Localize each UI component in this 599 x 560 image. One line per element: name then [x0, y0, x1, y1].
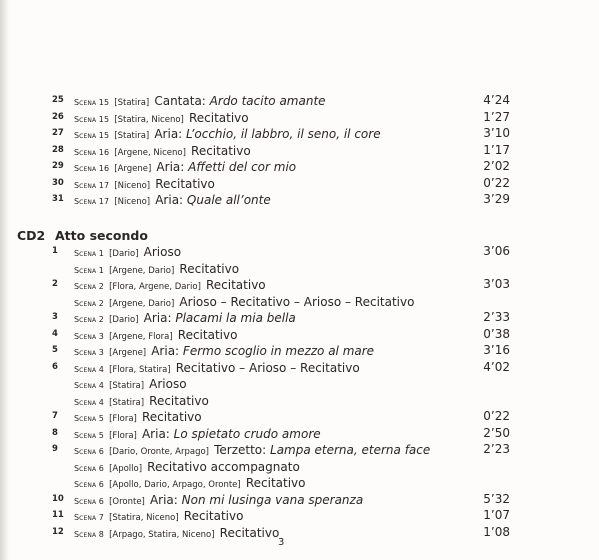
track-duration: 0’38	[483, 326, 510, 341]
roles-label: [Dario, Oronte, Arpago]	[109, 447, 209, 457]
roles-label: [Apollo, Dario, Arpago, Oronte]	[109, 480, 241, 490]
track-number: 6	[52, 361, 58, 372]
piece-form: Recitativo	[155, 176, 215, 191]
scena-label: Scena 5	[74, 414, 104, 423]
piece-form: Aria:	[154, 127, 183, 141]
roles-label: [Flora, Statira]	[109, 364, 171, 375]
roles-label: [Oronte]	[109, 496, 145, 507]
piece-title: Lampa eterna, eterna face	[270, 443, 431, 457]
scena-label: Scena 2	[74, 298, 104, 308]
roles-label: [Statira]	[109, 381, 145, 391]
piece-title: Ardo tacito amante	[209, 94, 326, 108]
track-duration: 4’24	[483, 93, 510, 107]
scena-label: Scena 15	[74, 114, 110, 124]
piece-form: Recitativo	[177, 327, 238, 342]
cd2-label: CD2	[17, 228, 46, 243]
piece-form: Recitativo	[188, 110, 249, 125]
track-number: 3	[52, 312, 58, 322]
roles-label: [Flora]	[109, 430, 137, 441]
roles-label: [Niceno]	[114, 197, 151, 207]
roles-label: [Dario]	[109, 249, 139, 259]
roles-label: [Flora, Argene, Dario]	[109, 282, 201, 292]
track-duration: 3’10	[483, 126, 510, 140]
piece-form: Recitativo	[141, 410, 202, 424]
track-duration: 2’02	[483, 159, 510, 173]
track-number: 10	[52, 493, 64, 504]
scena-label: Scena 17	[74, 197, 110, 206]
track-row	[0, 158, 599, 175]
piece-form: Aria:	[141, 426, 170, 441]
roles-label: [Statira, Niceno]	[109, 513, 179, 523]
piece-form: Aria:	[155, 193, 184, 207]
track-duration: 1’17	[483, 142, 510, 157]
cd2-track-list	[0, 243, 599, 540]
roles-label: [Argene, Dario]	[109, 265, 175, 276]
piece-form: Recitativo	[205, 278, 266, 292]
track-duration: 1’07	[483, 508, 510, 522]
track-row	[0, 260, 599, 277]
track-row	[0, 109, 599, 126]
track-row	[0, 408, 599, 425]
scena-label: Scena 4	[74, 381, 104, 390]
track-number: 4	[52, 328, 58, 339]
track-row	[0, 92, 599, 109]
scena-label: Scena 3	[74, 348, 104, 357]
track-row	[0, 524, 599, 541]
track-duration: 3’06	[483, 244, 510, 258]
track-duration: 4’02	[483, 359, 510, 374]
scena-label: Scena 16	[74, 164, 110, 173]
piece-form: Arioso	[149, 377, 187, 391]
roles-label: [Flora]	[109, 414, 137, 424]
scena-label: Scena 6	[74, 496, 104, 506]
piece-form: Recitativo	[191, 143, 251, 158]
track-number: 1	[52, 246, 58, 256]
track-number: 26	[52, 111, 64, 122]
track-number: 8	[52, 427, 58, 438]
piece-title: Fermo scoglio in mezzo al mare	[182, 344, 375, 358]
scena-label: Scena 6	[74, 480, 104, 489]
track-number: 27	[52, 128, 64, 138]
track-number: 28	[52, 144, 64, 155]
scena-label: Scena 16	[74, 147, 110, 157]
track-number: 2	[52, 279, 58, 289]
track-row	[0, 142, 599, 159]
act-title: Atto secondo	[55, 228, 148, 243]
scena-label: Scena 2	[74, 315, 104, 324]
track-number: 11	[52, 510, 64, 520]
scena-label: Scena 15	[74, 131, 110, 140]
track-entry	[74, 191, 271, 210]
track-duration: 2’33	[483, 310, 510, 324]
track-row	[0, 474, 599, 491]
roles-label: [Niceno]	[114, 180, 151, 191]
track-row	[0, 191, 599, 208]
track-duration: 5’32	[483, 491, 510, 506]
track-row	[0, 375, 599, 392]
track-duration: 1’08	[483, 524, 510, 539]
track-row	[0, 276, 599, 293]
track-row	[0, 458, 599, 475]
track-row	[0, 293, 599, 310]
roles-label: [Argene, Flora]	[109, 331, 173, 342]
track-row	[0, 441, 599, 458]
piece-form: Aria:	[156, 160, 185, 174]
track-row	[0, 342, 599, 359]
scena-label: Scena 3	[74, 331, 104, 341]
roles-label: [Arpago, Statira, Niceno]	[109, 529, 215, 540]
piece-form: Arioso	[143, 245, 182, 259]
roles-label: [Argene]	[109, 348, 147, 358]
track-entry	[74, 524, 279, 543]
track-duration: 2’50	[483, 425, 510, 440]
track-number: 5	[52, 345, 58, 355]
track-number: 29	[52, 161, 64, 171]
scena-label: Scena 5	[74, 430, 104, 440]
track-duration: 0’22	[483, 175, 510, 190]
page-number: 3	[278, 537, 285, 548]
scena-label: Scena 6	[74, 447, 104, 456]
track-number: 7	[52, 411, 58, 421]
roles-label: [Argene]	[114, 164, 152, 174]
track-duration: 2’23	[483, 442, 510, 456]
piece-title: Placami la mia bella	[175, 311, 296, 325]
piece-form: Recitativo accompagnato	[147, 459, 300, 474]
piece-title: L’occhio, il labbro, il seno, il core	[186, 127, 381, 141]
piece-form: Recitativo	[219, 525, 280, 540]
piece-form: Recitativo	[183, 509, 244, 523]
piece-title: Affetti del cor mio	[188, 160, 297, 174]
track-row	[0, 309, 599, 326]
track-row	[0, 491, 599, 508]
scena-label: Scena 2	[74, 282, 104, 291]
track-row	[0, 425, 599, 442]
piece-form: Aria:	[149, 492, 178, 507]
piece-form: Cantata:	[154, 94, 206, 108]
scena-label: Scena 4	[74, 397, 104, 407]
piece-title: Lo spietato crudo amore	[173, 426, 321, 441]
track-duration: 3’29	[483, 192, 510, 206]
roles-label: [Argene, Dario]	[109, 298, 175, 309]
track-duration: 1’27	[483, 109, 510, 124]
piece-title: Quale all’onte	[186, 193, 271, 207]
track-number: 12	[52, 526, 64, 537]
scena-label: Scena 6	[74, 463, 104, 473]
scena-label: Scena 1	[74, 265, 104, 275]
track-duration: 0’22	[483, 409, 510, 423]
track-number: 30	[52, 177, 64, 188]
piece-form: Aria:	[143, 311, 172, 325]
scena-label: Scena 17	[74, 180, 110, 190]
track-number: 9	[52, 444, 58, 454]
roles-label: [Apollo]	[109, 463, 143, 474]
piece-form: Arioso – Recitativo – Arioso – Recitativo	[179, 294, 415, 309]
roles-label: [Statira]	[109, 397, 145, 408]
piece-form: Recitativo	[149, 393, 209, 408]
track-duration: 3’03	[483, 277, 510, 291]
track-row	[0, 392, 599, 409]
roles-label: [Statira, Niceno]	[114, 114, 184, 125]
scena-label: Scena 7	[74, 513, 104, 522]
scena-label: Scena 15	[74, 98, 110, 107]
piece-form: Terzetto:	[214, 443, 267, 457]
scena-label: Scena 4	[74, 364, 104, 374]
piece-title: Non mi lusinga vana speranza	[181, 492, 364, 507]
track-row	[0, 243, 599, 260]
piece-form: Recitativo	[179, 261, 240, 276]
roles-label: [Dario]	[109, 315, 139, 325]
track-duration: 3’16	[483, 343, 510, 357]
roles-label: [Argene, Niceno]	[114, 147, 186, 158]
track-row	[0, 359, 599, 376]
track-row	[0, 326, 599, 343]
scena-label: Scena 1	[74, 249, 104, 258]
piece-form: Recitativo	[245, 476, 306, 490]
track-row	[0, 175, 599, 192]
roles-label: [Statira]	[114, 131, 150, 141]
roles-label: [Statira]	[114, 98, 150, 108]
track-row	[0, 507, 599, 524]
cd1-track-list	[0, 92, 599, 208]
track-number: 31	[52, 194, 64, 204]
piece-form: Recitativo – Arioso – Recitativo	[175, 360, 360, 375]
track-row	[0, 125, 599, 142]
piece-form: Aria:	[151, 344, 180, 358]
track-number: 25	[52, 95, 64, 105]
scena-label: Scena 8	[74, 529, 104, 539]
